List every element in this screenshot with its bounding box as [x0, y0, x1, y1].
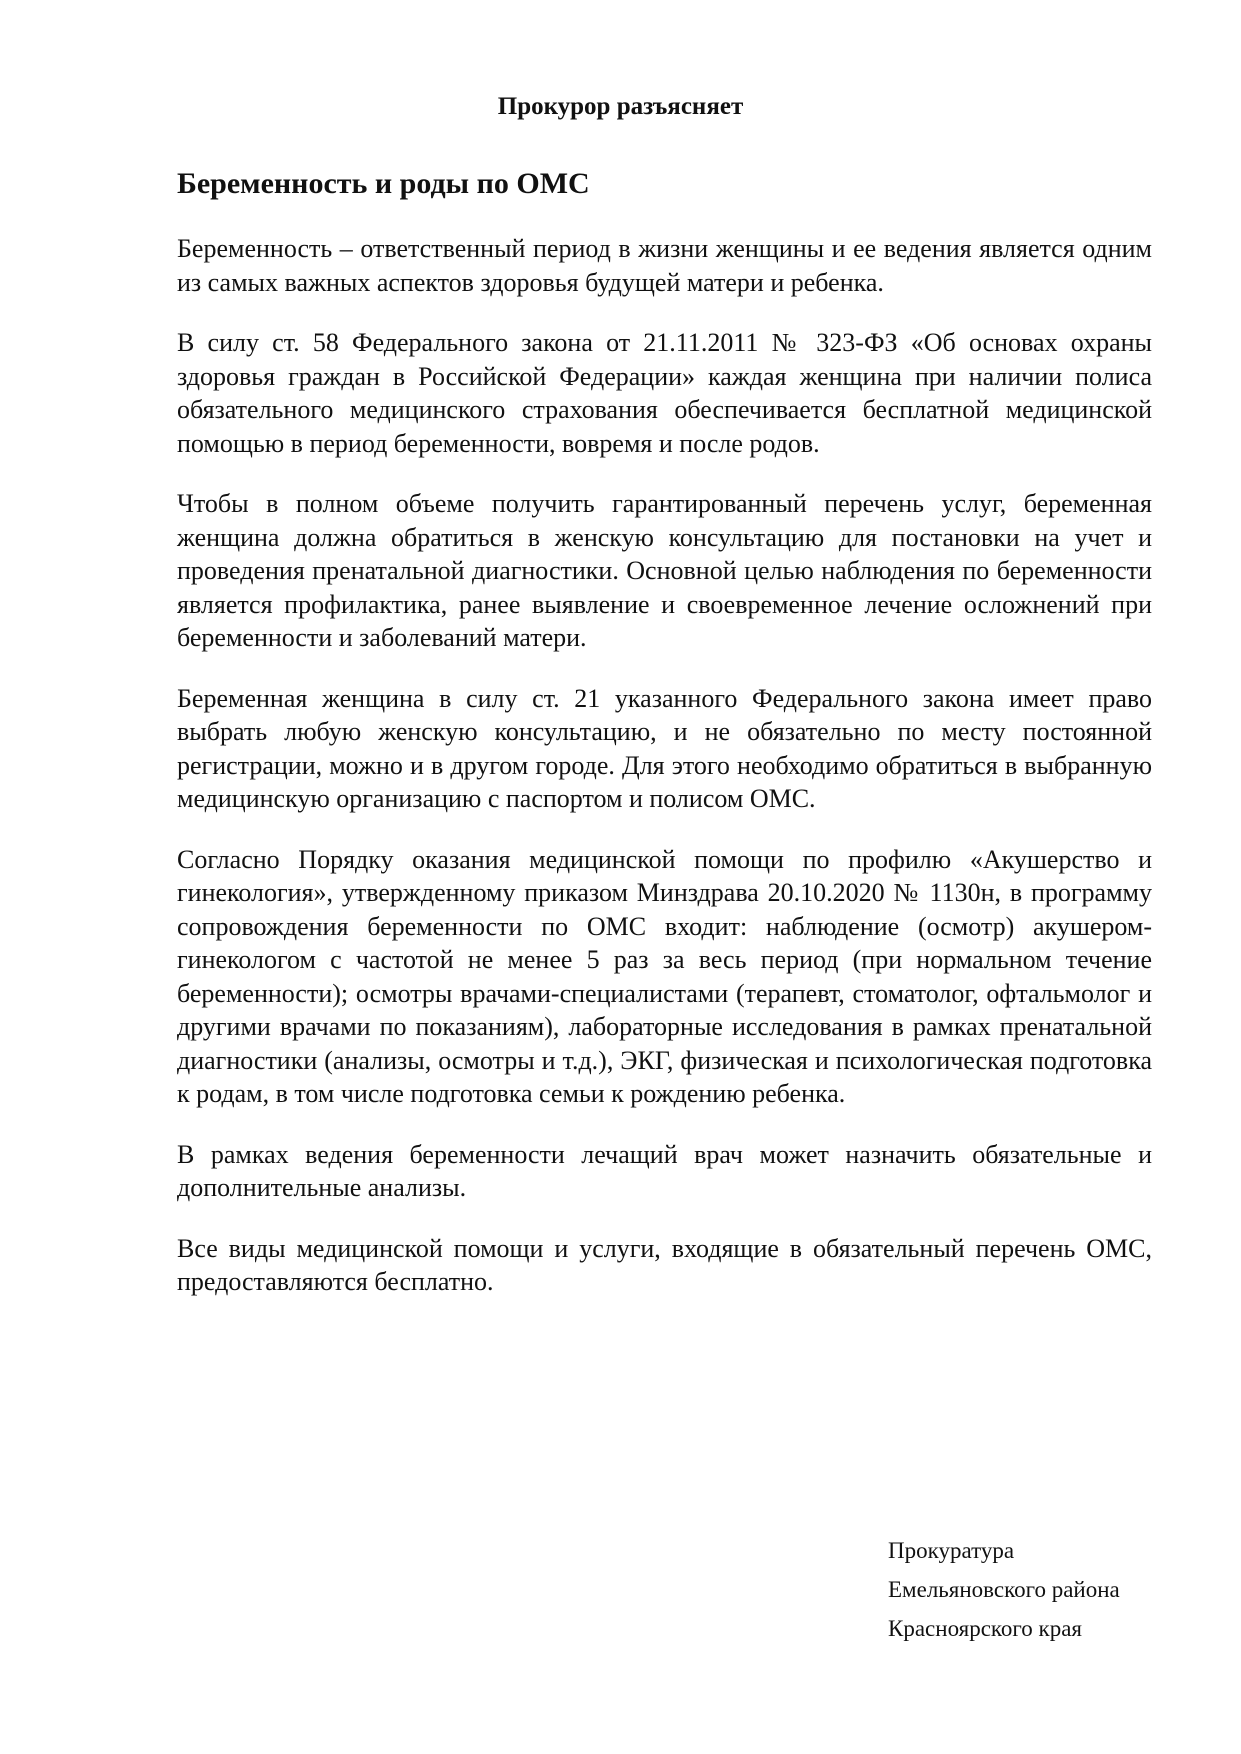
signature-line: Прокуратура [888, 1538, 1015, 1563]
signature-block [888, 1531, 1218, 1648]
paragraph: В рамках ведения беременности лечащий врач может назначить обязательные и дополнительные анализы. [177, 1139, 1152, 1202]
signature-line: Красноярского края [888, 1616, 1082, 1641]
paragraph: В силу ст. 58 Федерального закона от 21.11.2011 № 323-ФЗ «Об основах охраны здоровья граждан в Российской Федерации» каждая женщина при наличии полиса обязательного медицинского страхования обеспечивается бесплатной медицинской помощью в период беременности, вовремя и после родов. [177, 328, 1152, 458]
paragraph: Беременная женщина в силу ст. 21 указанного Федерального закона имеет право выбрать любую женскую консультацию, и не обязательно по месту постоянной регистрации, можно и в другом городе. Для этого необходимо обратиться в выбранную медицинскую организацию с паспортом и полисом ОМС. [177, 683, 1152, 813]
paragraph: Беременность – ответственный период в жизни женщины и ее ведения является одним из самых важных аспектов здоровья будущей матери и ребенка. [177, 234, 1152, 297]
document-body [177, 232, 1152, 1326]
document-header: Прокурор разъясняет [497, 93, 744, 120]
document-title: Беременность и роды по ОМС [177, 167, 590, 200]
paragraph: Все виды медицинской помощи и услуги, входящие в обязательный перечень ОМС, предоставляются бесплатно. [177, 1233, 1152, 1296]
paragraph: Согласно Порядку оказания медицинской помощи по профилю «Акушерство и гинекология», утвержденному приказом Минздрава 20.10.2020 № 1130н, в программу сопровождения беременности по ОМС входит: наблюдение (осмотр) акушером-гинекологом с частотой не менее 5 раз за весь период (при нормальном течение беременности); осмотры врачами-специалистами (терапевт, стоматолог, офтальмолог и другими врачами по показаниям), лабораторные исследования в рамках пренатальной диагностики (анализы, осмотры и т.д.), ЭКГ, физическая и психологическая подготовка к родам, в том числе подготовка семьи к рождению ребенка. [177, 844, 1152, 1108]
signature-line: Емельяновского района [888, 1577, 1120, 1602]
paragraph: Чтобы в полном объеме получить гарантированный перечень услуг, беременная женщина должна обратиться в женскую консультацию для постановки на учет и проведения пренатальной диагностики. Основной целью наблюдения по беременности является профилактика, ранее выявление и своевременное лечение осложнений при беременности и заболеваний матери. [177, 489, 1152, 652]
